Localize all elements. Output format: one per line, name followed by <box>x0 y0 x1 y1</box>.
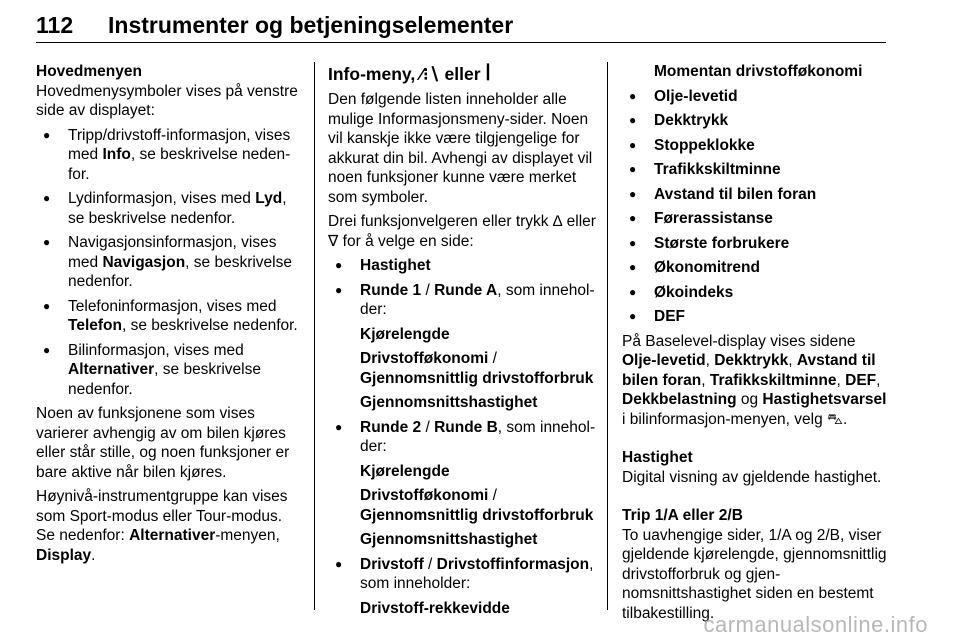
list-item: ● Dekktrykk <box>622 111 892 131</box>
column-2 <box>328 62 596 623</box>
sub-item: Kjørelengde <box>360 325 450 343</box>
list-item: ● Hastighet <box>328 256 596 276</box>
watermark: carmanualsonline.info <box>703 612 928 637</box>
column-3 <box>622 62 892 628</box>
list-item: ● Avstand til bilen foran <box>622 185 892 205</box>
sub-item: Drivstofføkonomi / Gjennomsnittlig drivstofforbruk <box>360 350 594 387</box>
list-item: ● DEF <box>622 307 892 327</box>
page-title: Instrumenter og betjeningselementer <box>108 12 514 38</box>
list-item: ● Trafikkskiltminne <box>622 160 892 180</box>
column-divider <box>607 62 608 610</box>
car-icon: ⛍ <box>827 410 844 428</box>
paragraph: Høynivå-instrumentgruppe kan vises som Sport-modus eller Tour-modus. Se nedenfor: Alternativer-menyen, Display. <box>36 488 288 564</box>
paragraph: To uavhengige sider, 1/A og 2/B, viser gjeldende kjørelengde, gjennomsnittlig drivstofforbruk og gjennomsnittshastighet siden en bestemt tilbakestilling. <box>622 526 887 622</box>
column-divider <box>314 62 315 610</box>
sub-item: Momentan drivstofføkonomi <box>654 63 863 80</box>
section-heading: Info-meny, ⁄⁝∖ eller ꟾ <box>328 64 491 84</box>
list-item: ● Runde 1 / Runde A, som inneholder: <box>328 281 596 320</box>
list-item: ● Økoindeks <box>622 283 892 303</box>
list-item: ● Drivstoff / Drivstoffinformasjon, som inneholder: <box>328 555 596 594</box>
sub-item: Drivstofføkonomi / Gjennomsnittlig drivstofforbruk <box>360 487 594 524</box>
paragraph: Den følgende listen inneholder alle mulige Informasjonsmeny-sider. Noen vil kanskje ikke være tilgjengelige for akkurat din bil. Avhengi av displayet vil noen funksjoner kunne være merket som symboler. <box>328 91 593 206</box>
main-menu-list <box>36 126 302 400</box>
list-item: ● Telefoninformasjon, vises med Telefon, se beskrivelse nedenfor. <box>36 297 302 336</box>
section-heading: Trip 1/A eller 2/B <box>622 507 743 524</box>
paragraph: Noen av funksjonene som vises varierer avhengig av om bilen kjøres eller står stille, og noen funksjoner er bare aktive når bilen kjøres. <box>36 405 290 481</box>
intro-text: Hovedmenysymboler vises på venstre side av displayet: <box>36 82 298 119</box>
list-item: ● Økonomitrend <box>622 258 892 278</box>
page-header <box>36 8 886 43</box>
section-heading: Hastighet <box>622 449 693 466</box>
sub-item: Drivstoff-rekkevidde <box>360 599 510 617</box>
column-1 <box>36 62 302 570</box>
list-item: ● Lydinformasjon, vises med Lyd, se beskrivelse nedenfor. <box>36 189 302 228</box>
list-item: ● Runde 2 / Runde B, som inneholder: <box>328 418 596 457</box>
list-item: ● Største forbrukere <box>622 234 892 254</box>
paragraph: På Baselevel-display vises sidene Olje-levetid, Dekktrykk, Avstand til bilen foran, Trafikkskiltminne, DEF, Dekkbelastning og Hastighetsvarsel i bilinformasjon-menyen, velg ⛍. <box>622 332 887 428</box>
sub-item: Gjennomsnittshastighet <box>360 531 538 548</box>
sub-item: Kjørelengde <box>360 462 450 480</box>
list-item: ● Bilinformasjon, vises med Alternativer, se beskrivelse nedenfor. <box>36 341 302 400</box>
page-number: 112 <box>36 12 74 38</box>
paragraph: Drei funksjonvelgeren eller trykk ∆ eller ∇ for å velge en side: <box>328 213 596 250</box>
sub-item: Gjennomsnittshastighet <box>360 394 538 411</box>
info-menu-list-continued <box>622 87 892 327</box>
list-item: ● Stoppeklokke <box>622 136 892 156</box>
list-item: ● Tripp/drivstoff-informasjon, vises med Info, se beskrivelse nedenfor. <box>36 126 302 185</box>
list-item: ● Førerassistanse <box>622 209 892 229</box>
paragraph: Digital visning av gjeldende hastighet. <box>622 468 882 486</box>
section-heading: Hovedmenyen <box>36 63 142 80</box>
list-item: ● Olje-levetid <box>622 87 892 107</box>
list-item: ● Navigasjonsinformasjon, vises med Navigasjon, se beskrivelse nedenfor. <box>36 233 302 292</box>
info-menu-list <box>328 256 596 320</box>
